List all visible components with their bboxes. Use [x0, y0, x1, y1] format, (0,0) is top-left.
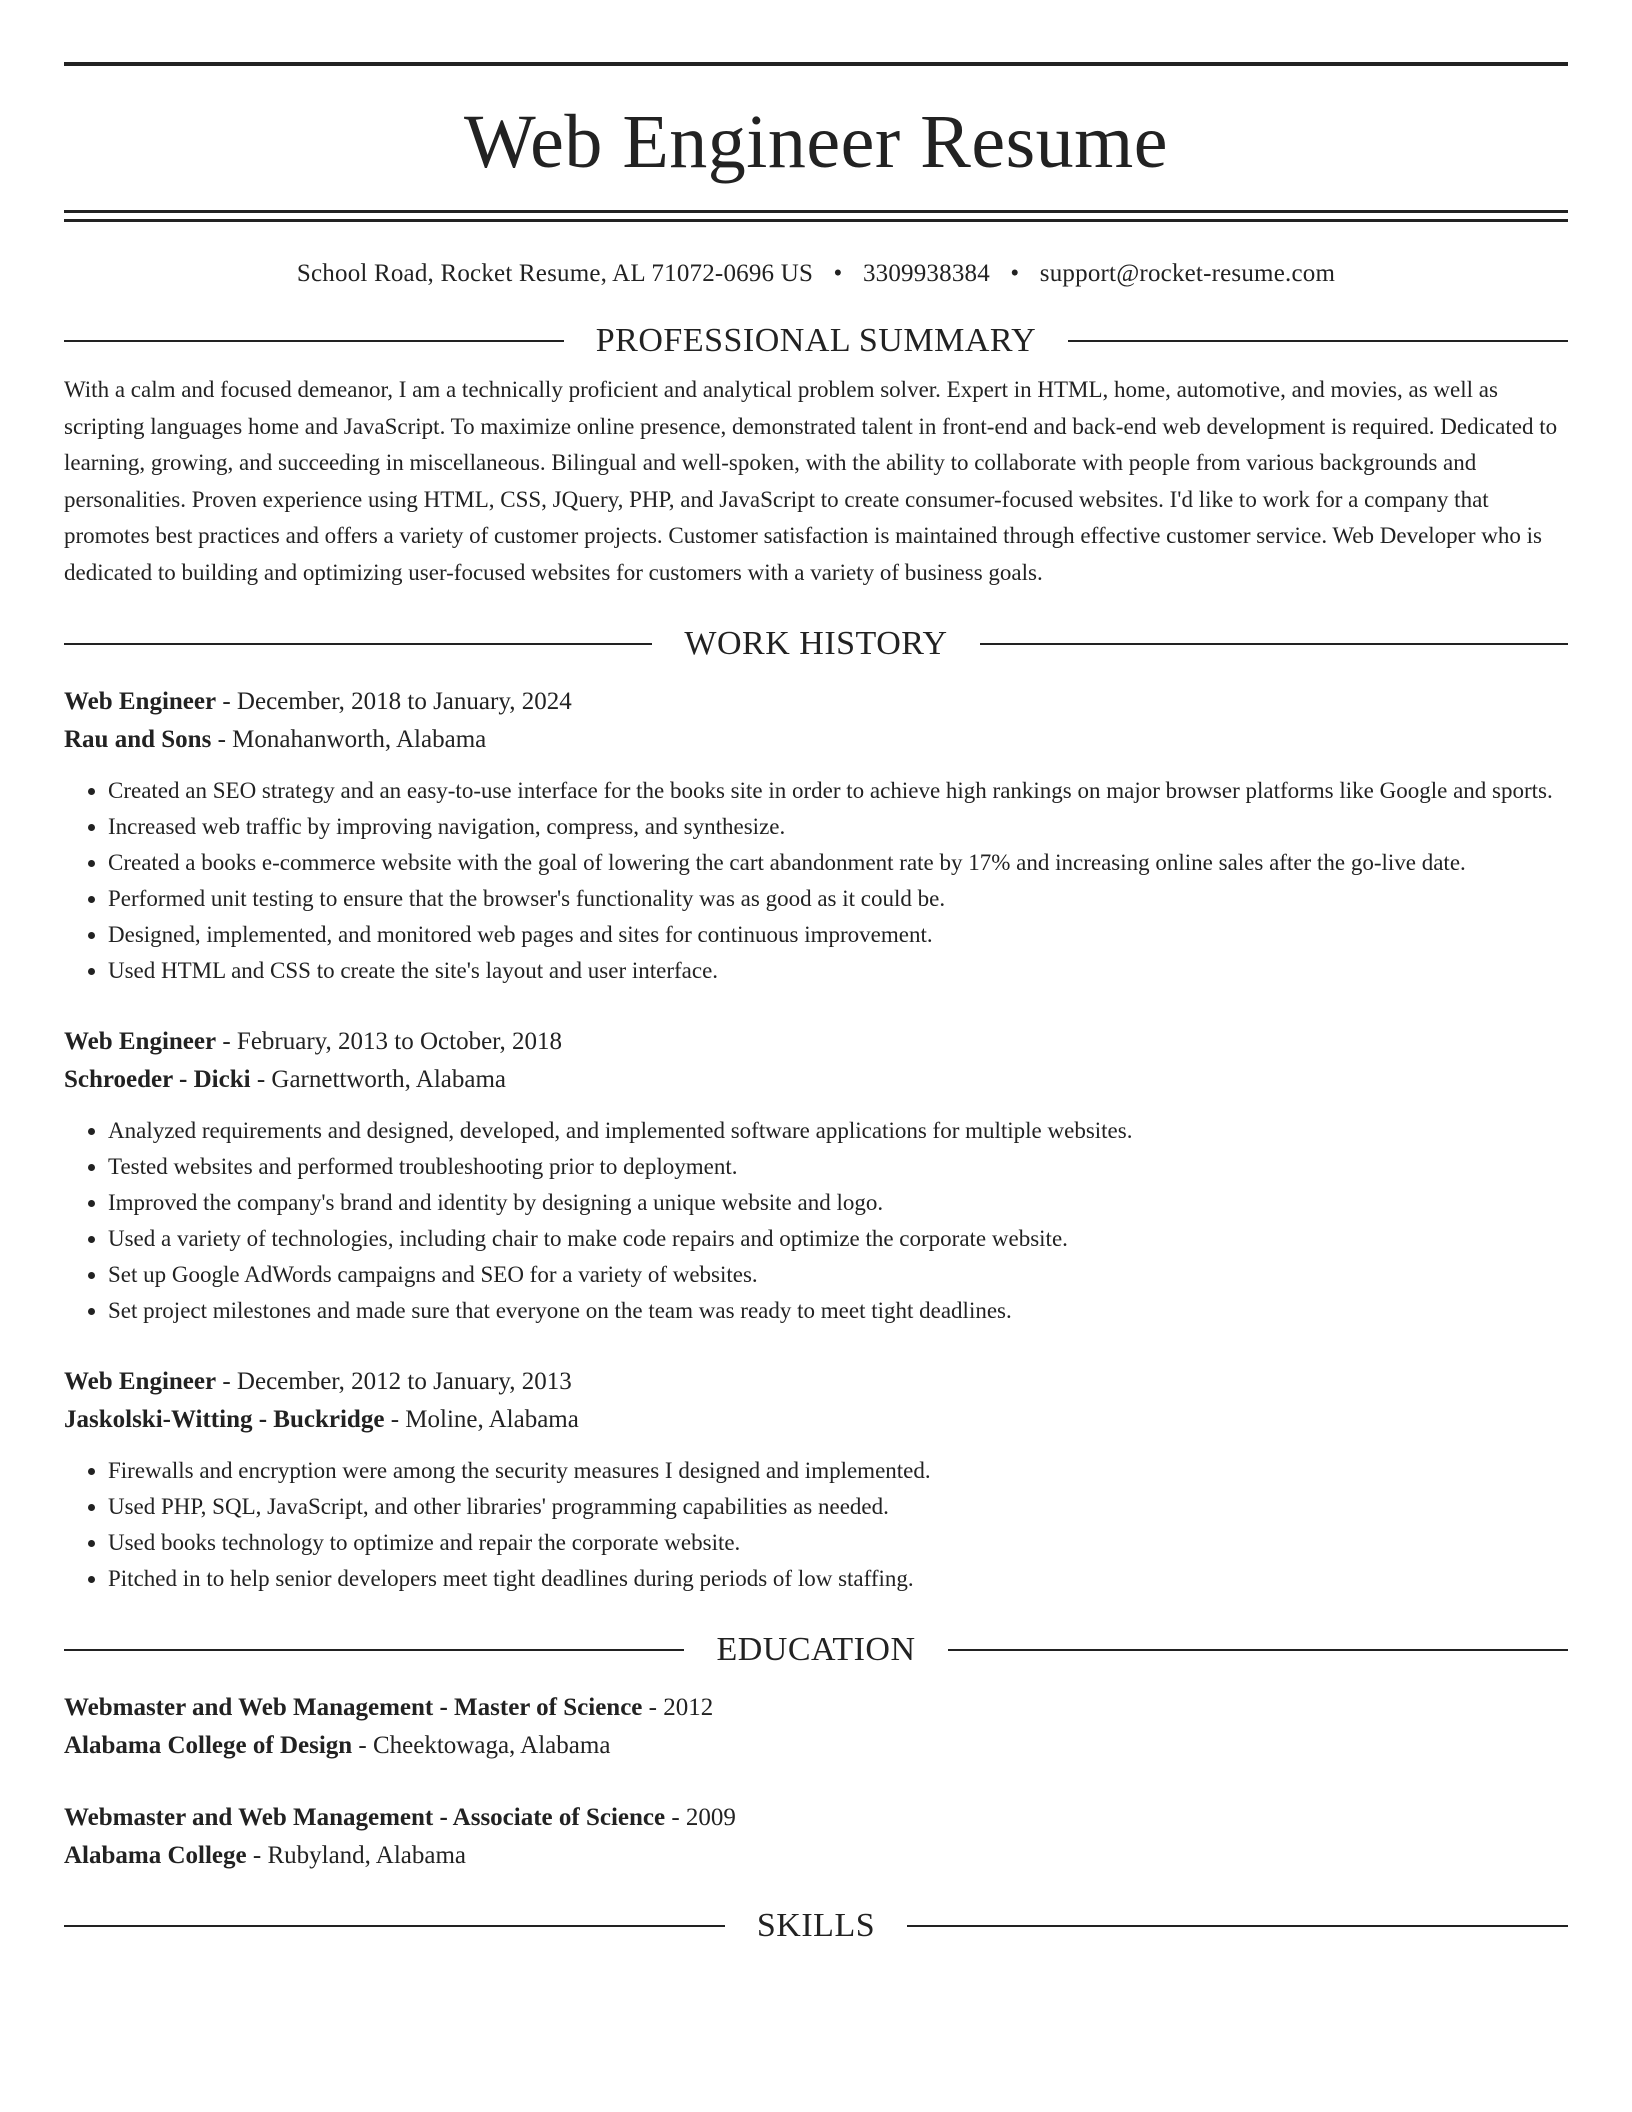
- section-title: WORK HISTORY: [684, 625, 948, 662]
- job-company: Jaskolski-Witting - Buckridge: [64, 1406, 385, 1433]
- job-dates: - December, 2012 to January, 2013: [216, 1368, 572, 1395]
- contact-separator: •: [1010, 260, 1020, 287]
- job-title-line: [64, 683, 1568, 721]
- list-item: • Used a variety of technologies, including chair to make code repairs and optimize the corporate website.: [108, 1221, 1568, 1257]
- summary-text: With a calm and focused demeanor, I am a technically proficient and analytical problem solver. Expert in HTML, home, automotive, and movies, as well as scripting languages home and JavaScript. To maximize online presence, demonstrated talent in front-end and back-end web development is required. Dedicated to learning, growing, and succeeding in miscellaneous. Bilingual and well-spoken, with the ability to collaborate with people from various backgrounds and personalities. Proven experience using HTML, CSS, JQuery, PHP, and JavaScript to create consumer-focused websites. I'd like to work for a company that promotes best practices and offers a variety of customer projects. Customer satisfaction is maintained through effective customer service. Web Developer who is dedicated to building and optimizing user-focused websites for customers with a variety of business goals.: [64, 377, 1558, 585]
- section-header-skills: [64, 1907, 1568, 1945]
- list-item: • Used books technology to optimize and repair the corporate website.: [108, 1525, 1568, 1561]
- job-location: - Moline, Alabama: [384, 1406, 579, 1433]
- job-entry: [64, 1363, 1568, 1597]
- education-school-line: [64, 1837, 1568, 1875]
- section-title: SKILLS: [756, 1907, 876, 1944]
- resume-page: [64, 0, 1568, 1945]
- job-dates: - February, 2013 to October, 2018: [216, 1028, 563, 1055]
- section-rule: [64, 340, 564, 342]
- page-title: Web Engineer Resume: [463, 100, 1169, 184]
- job-title: Web Engineer: [64, 688, 217, 715]
- job-title: Web Engineer: [64, 1368, 217, 1395]
- contact-address: School Road, Rocket Resume, AL 71072-0696 US: [296, 260, 814, 287]
- job-bullets: [64, 1113, 1568, 1329]
- education-school: Alabama College of Design: [64, 1732, 353, 1759]
- education-school-line: [64, 1727, 1568, 1765]
- list-item: • Improved the company's brand and identity by designing a unique website and logo.: [108, 1185, 1568, 1221]
- section-rule: [64, 1925, 725, 1927]
- section-rule: [980, 643, 1568, 645]
- education-entry: [64, 1799, 1568, 1875]
- list-item: • Created an SEO strategy and an easy-to-use interface for the books site in order to achieve high rankings on major browser platforms like Google and sports.: [108, 773, 1568, 809]
- title-rule-second: [64, 219, 1568, 222]
- contact-line: [64, 260, 1568, 288]
- section-rule: [948, 1649, 1568, 1651]
- education-entry: [64, 1689, 1568, 1765]
- job-company-line: [64, 1401, 1568, 1439]
- list-item: • Used PHP, SQL, JavaScript, and other libraries' programming capabilities as needed.: [108, 1489, 1568, 1525]
- section-header-education: [64, 1631, 1568, 1669]
- list-item: • Set up Google AdWords campaigns and SEO for a variety of websites.: [108, 1257, 1568, 1293]
- job-entry: [64, 683, 1568, 989]
- section-header-work: [64, 625, 1568, 663]
- job-location: - Garnettworth, Alabama: [250, 1066, 507, 1093]
- contact-email: support@rocket-resume.com: [1039, 260, 1336, 287]
- section-rule: [64, 643, 652, 645]
- education-degree-line: [64, 1799, 1568, 1837]
- job-entry: [64, 1023, 1568, 1329]
- section-rule: [1068, 340, 1568, 342]
- list-item: • Designed, implemented, and monitored web pages and sites for continuous improvement.: [108, 917, 1568, 953]
- job-title-line: [64, 1363, 1568, 1401]
- education-degree-line: [64, 1689, 1568, 1727]
- job-company: Rau and Sons: [64, 726, 212, 753]
- list-item: • Analyzed requirements and designed, developed, and implemented software applications for multiple websites.: [108, 1113, 1568, 1149]
- title-rule: [64, 210, 1568, 213]
- job-title-line: [64, 1023, 1568, 1061]
- job-bullets: [64, 1453, 1568, 1597]
- list-item: • Firewalls and encryption were among the security measures I designed and implemented.: [108, 1453, 1568, 1489]
- list-item: • Tested websites and performed troubleshooting prior to deployment.: [108, 1149, 1568, 1185]
- education-year: - 2009: [665, 1804, 736, 1831]
- list-item: • Used HTML and CSS to create the site's layout and user interface.: [108, 953, 1568, 989]
- contact-phone: 3309938384: [862, 260, 990, 287]
- section-rule: [907, 1925, 1568, 1927]
- section-rule: [64, 1649, 684, 1651]
- list-item: • Created a books e-commerce website with the goal of lowering the cart abandonment rate by 17% and increasing online sales after the go-live date.: [108, 845, 1568, 881]
- list-item: • Set project milestones and made sure that everyone on the team was ready to meet tight deadlines.: [108, 1293, 1568, 1329]
- section-title: PROFESSIONAL SUMMARY: [595, 322, 1037, 359]
- job-location: - Monahanworth, Alabama: [211, 726, 487, 753]
- education-school: Alabama College: [64, 1842, 247, 1869]
- job-bullets: [64, 773, 1568, 989]
- section-title: EDUCATION: [716, 1631, 916, 1668]
- contact-separator: •: [833, 260, 843, 287]
- list-item: • Pitched in to help senior developers meet tight deadlines during periods of low staffing.: [108, 1561, 1568, 1597]
- education-degree: Webmaster and Web Management - Master of Science: [64, 1694, 643, 1721]
- job-title: Web Engineer: [64, 1028, 217, 1055]
- job-company-line: [64, 1061, 1568, 1099]
- education-year: - 2012: [642, 1694, 714, 1721]
- job-company: Schroeder - Dicki: [64, 1066, 251, 1093]
- education-location: - Rubyland, Alabama: [246, 1842, 467, 1869]
- list-item: • Performed unit testing to ensure that the browser's functionality was as good as it could be.: [108, 881, 1568, 917]
- section-header-summary: [64, 322, 1568, 360]
- job-dates: - December, 2018 to January, 2024: [216, 688, 572, 715]
- job-company-line: [64, 721, 1568, 759]
- list-item: • Increased web traffic by improving navigation, compress, and synthesize.: [108, 809, 1568, 845]
- education-location: - Cheektowaga, Alabama: [352, 1732, 611, 1759]
- education-degree: Webmaster and Web Management - Associate of Science: [64, 1804, 666, 1831]
